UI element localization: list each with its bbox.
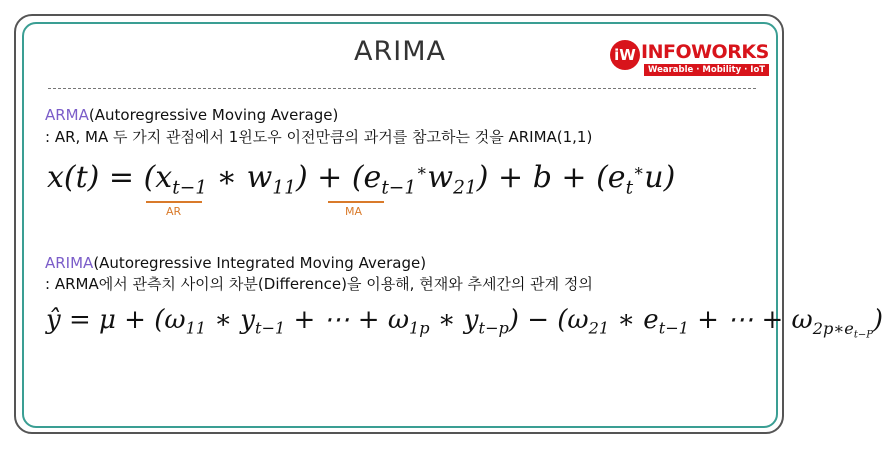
arima-equation: ŷ = $\mu + (\omega_{11}$ ∗ $y_{t-1}$ + ⋯ + $\omega_{1p}$ ∗ $y_{t-p}) - (\omega_{21}$ ∗ $e_{t-1}$ + ⋯ + $\omega_{2p∗e_{t-P}}$) — [46, 305, 883, 341]
logo-tagline: Wearable · Mobility · IoT — [644, 64, 769, 76]
arima-description: : ARMA에서 관측치 사이의 차분(Difference)을 이용해, 현재와 추세간의 관계 정의 — [45, 275, 593, 293]
arma-heading — [45, 106, 338, 124]
slide-inner-frame — [22, 22, 778, 428]
infoworks-logo — [610, 40, 769, 80]
logo-name: INFOWORKS — [641, 41, 769, 63]
ma-underline — [328, 201, 384, 203]
ar-underline — [146, 201, 202, 203]
arma-term: ARMA — [45, 106, 89, 124]
arima-term: ARIMA — [45, 254, 94, 272]
slide-title: ARIMA — [354, 36, 446, 67]
arma-description: : AR, MA 두 가지 관점에서 1윈도우 이전만큼의 과거를 참고하는 것을 ARIMA(1,1) — [45, 128, 593, 146]
arma-equation: $x(t) = (x_{t-1}$ ∗ $w_{11}) + (e_{t-1}^∗w_{21}) + b + (e_t^∗u)$ — [47, 160, 676, 199]
ma-label: MA — [345, 205, 363, 218]
ar-label: AR — [166, 205, 182, 218]
arima-heading — [45, 254, 426, 272]
arima-fullname: (Autoregressive Integrated Moving Average) — [93, 254, 427, 272]
title-divider — [48, 88, 756, 89]
logo-mark-icon: iW — [610, 40, 640, 70]
arma-fullname: (Autoregressive Moving Average) — [88, 106, 339, 124]
